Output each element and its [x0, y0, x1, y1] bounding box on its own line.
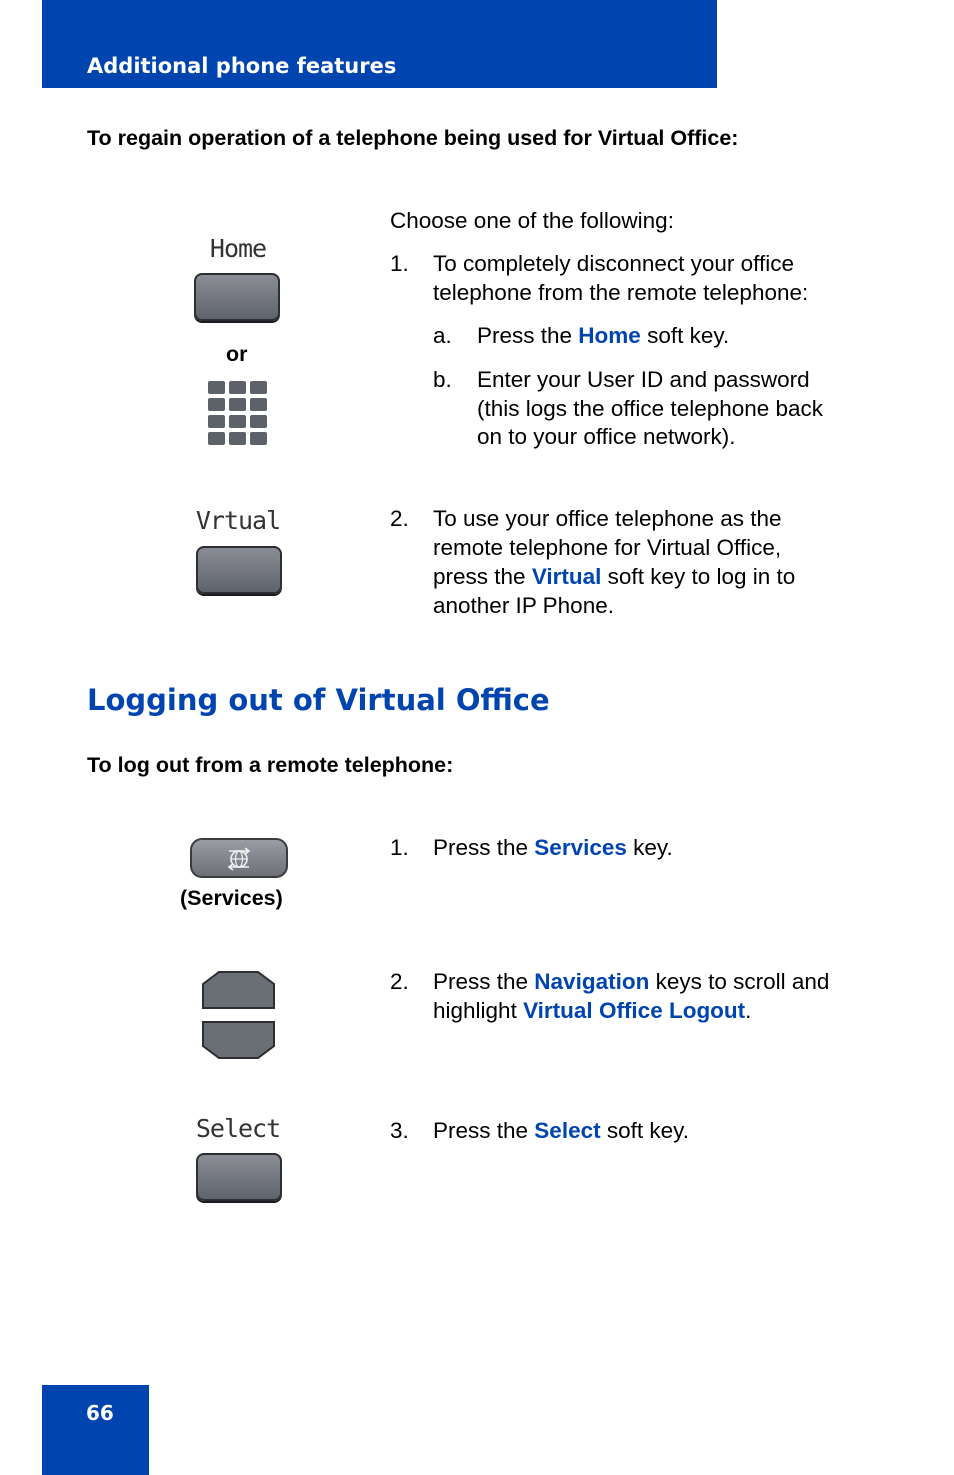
lcd-home-label: Home — [209, 234, 267, 263]
regain-heading: To regain operation of a telephone being used for Virtual Office: — [87, 126, 739, 150]
keypad-icon — [208, 381, 267, 445]
substep-b-line2: (this logs the office telephone back — [477, 396, 824, 421]
substep-b-line3: on to your office network). — [477, 424, 736, 449]
navigation-key-ref: Navigation — [534, 969, 650, 994]
step-number: 1. — [390, 835, 409, 860]
virtual-softkey[interactable] — [196, 546, 282, 594]
services-key-ref: Services — [534, 835, 627, 860]
substep-label: b. — [433, 367, 452, 392]
home-key-ref: Home — [578, 323, 641, 348]
select-key-ref: Select — [534, 1118, 601, 1143]
step-number: 1. — [390, 251, 409, 276]
select-softkey[interactable] — [196, 1153, 282, 1201]
footer-band — [42, 1385, 149, 1475]
logout-step2-line1: Press the Navigation keys to scroll and — [433, 969, 830, 994]
intro-text: Choose one of the following: — [390, 208, 674, 233]
or-label: or — [226, 342, 248, 366]
home-softkey[interactable] — [194, 273, 280, 321]
header-title: Additional phone features — [87, 54, 397, 78]
logout-step3-text: Press the Select soft key. — [433, 1118, 689, 1143]
virtual-key-ref: Virtual — [531, 564, 602, 589]
substep-b-line1: Enter your User ID and password — [477, 367, 810, 392]
virtual-office-logout-ref: Virtual Office Logout — [523, 998, 746, 1023]
lcd-select-label: Select — [195, 1114, 281, 1143]
step1-line2: telephone from the remote telephone: — [433, 280, 809, 305]
substep-label: a. — [433, 323, 452, 348]
globe-arrows-icon — [219, 844, 259, 872]
section-title: Logging out of Virtual Office — [87, 683, 550, 717]
logout-heading: To log out from a remote telephone: — [87, 753, 454, 777]
step1-line1: To completely disconnect your office — [433, 251, 795, 276]
services-caption: (Services) — [180, 886, 283, 910]
lcd-virtual-label: Vrtual — [195, 506, 281, 535]
step2-line2: remote telephone for Virtual Office, — [433, 535, 782, 560]
step-number: 2. — [390, 969, 409, 994]
navigation-up-key[interactable] — [201, 970, 276, 1010]
navigation-down-key[interactable] — [201, 1020, 276, 1060]
header-band — [42, 0, 717, 88]
logout-step1-text: Press the Services key. — [433, 835, 673, 860]
logout-step2-line2: highlight Virtual Office Logout. — [433, 998, 752, 1023]
step-number: 3. — [390, 1118, 409, 1143]
step-number: 2. — [390, 506, 409, 531]
step2-line1: To use your office telephone as the — [433, 506, 782, 531]
substep-a-text: Press the Home soft key. — [477, 323, 730, 348]
step2-line4: another IP Phone. — [433, 593, 614, 618]
step2-line3: press the Virtual soft key to log in to — [433, 564, 796, 589]
services-key[interactable] — [190, 838, 288, 878]
page-number: 66 — [86, 1401, 114, 1425]
